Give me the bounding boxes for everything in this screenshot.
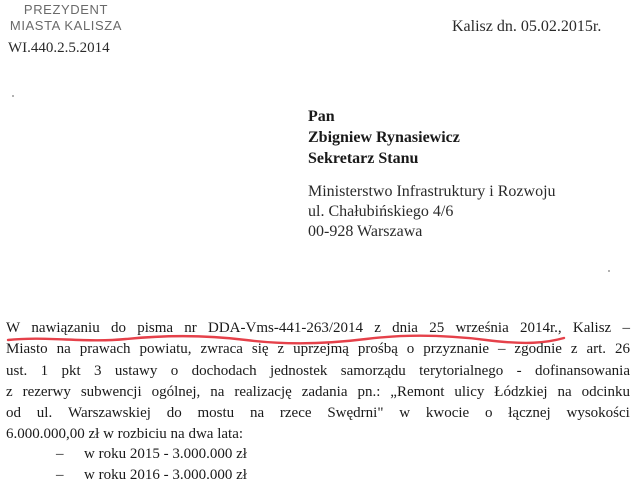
list-text: w roku 2015 - 3.000.000 zł: [84, 446, 247, 462]
list-dash: –: [56, 446, 64, 462]
body-word: ul.: [36, 405, 53, 422]
body-word: o: [170, 362, 179, 379]
body-word: z: [374, 320, 381, 336]
body-word: ulicy: [454, 383, 485, 400]
body-word: art.: [586, 341, 607, 358]
recipient-salutation: Pan: [308, 108, 335, 125]
body-word: jednostek: [269, 362, 328, 379]
body-word: rzece: [279, 405, 312, 422]
body-word: -: [516, 362, 522, 379]
body-word: dochodach: [191, 362, 257, 379]
recipient-name: Zbigniew Rynasiewicz: [308, 129, 460, 146]
body-line: [6, 403, 630, 424]
body-line: [6, 339, 630, 360]
body-word: wysokości: [566, 405, 630, 422]
body-word: 1: [40, 362, 49, 379]
list-item: [56, 444, 247, 465]
body-word: prawach: [79, 341, 131, 358]
body-word: W: [6, 320, 21, 336]
body-word: terytorialnego: [419, 362, 504, 379]
body-line: [6, 424, 630, 445]
body-word: nawiązaniu: [31, 320, 100, 336]
body-word: o: [484, 405, 493, 422]
body-word: –: [497, 341, 506, 358]
body-word: zadania: [301, 383, 348, 400]
body-word: 6.000.000,00 zł w rozbiciu na dwa lata:: [6, 426, 244, 443]
body-word: 25: [429, 320, 445, 336]
body-line: [6, 361, 630, 382]
body-word: DDA-Vms-441-263/2014: [208, 320, 363, 336]
amount-breakdown-list: [56, 444, 247, 486]
body-word: na: [557, 383, 572, 400]
body-word: pkt: [61, 362, 81, 379]
body-word: ogólnej,: [151, 383, 201, 400]
stamp-line: MIASTA KALISZA: [9, 18, 123, 33]
place-and-date: Kalisz dn. 05.02.2015r.: [452, 18, 602, 35]
body-word: pisma: [137, 320, 174, 336]
body-word: realizację: [234, 383, 292, 400]
body-line: [6, 382, 630, 403]
address-institution: Ministerstwo Infrastruktury i Rozwoju: [308, 183, 556, 200]
body-word: odcinku: [581, 383, 630, 400]
body-word: 26: [614, 341, 630, 358]
body-line: [6, 318, 630, 339]
recipient-block: [308, 106, 460, 169]
body-word: Kalisz: [572, 320, 612, 336]
body-word: 3: [94, 362, 102, 379]
mayor-stamp: [2, 2, 130, 34]
reference-number: WI.440.2.5.2014: [8, 40, 110, 56]
body-word: do: [166, 405, 182, 422]
body-word: na: [210, 383, 225, 400]
body-word: Swędrni": [327, 405, 384, 422]
address-block: [308, 182, 556, 242]
body-word: 2014r.,: [519, 320, 562, 336]
body-word: w: [399, 405, 411, 422]
body-word: prośbą: [357, 341, 398, 358]
body-word: –: [622, 320, 630, 336]
scan-speck: [12, 95, 14, 97]
body-word: mostu: [197, 405, 235, 422]
body-word: powiatu,: [139, 341, 192, 358]
body-word: zgodnie: [514, 341, 562, 358]
scan-speck: [608, 270, 610, 272]
body-word: ust.: [6, 362, 28, 379]
body-word: przyznanie: [423, 341, 490, 358]
body-word: z: [277, 341, 285, 358]
body-word: Miasto: [6, 341, 48, 358]
recipient-position: Sekretarz Stanu: [308, 150, 419, 167]
address-street: ul. Chałubińskiego 4/6: [308, 203, 454, 220]
list-dash: –: [56, 467, 64, 483]
stamp-line: PREZYDENT: [23, 2, 109, 17]
body-word: samorządu: [340, 362, 406, 379]
body-word: ustawy: [114, 362, 158, 379]
body-word: pn.:: [357, 383, 381, 400]
body-word: na: [249, 405, 265, 422]
letter-body: [6, 318, 630, 446]
body-word: do: [110, 320, 126, 336]
body-word: uprzejmą: [293, 341, 349, 358]
list-text: w roku 2016 - 3.000.000 zł: [84, 467, 247, 483]
body-word: się: [251, 341, 269, 358]
body-word: rezerwy: [22, 383, 71, 400]
body-word: dofinansowania: [535, 362, 630, 379]
body-word: z: [6, 383, 13, 400]
body-word: kwocie: [425, 405, 470, 422]
address-postal: 00-928 Warszawa: [308, 223, 423, 240]
body-word: łącznej: [508, 405, 551, 422]
body-word: o: [406, 341, 415, 358]
body-word: Łódzkiej: [494, 383, 548, 400]
body-word: dnia: [392, 320, 418, 336]
list-item: [56, 465, 247, 486]
body-word: „Remont: [390, 383, 445, 400]
body-word: z: [570, 341, 578, 358]
body-word: września: [455, 320, 509, 336]
body-word: nr: [184, 320, 197, 336]
body-word: subwencji: [80, 383, 142, 400]
body-word: na: [56, 341, 71, 358]
body-word: od: [6, 405, 21, 422]
body-word: zwraca: [200, 341, 243, 358]
body-word: Warszawskiej: [67, 405, 151, 422]
